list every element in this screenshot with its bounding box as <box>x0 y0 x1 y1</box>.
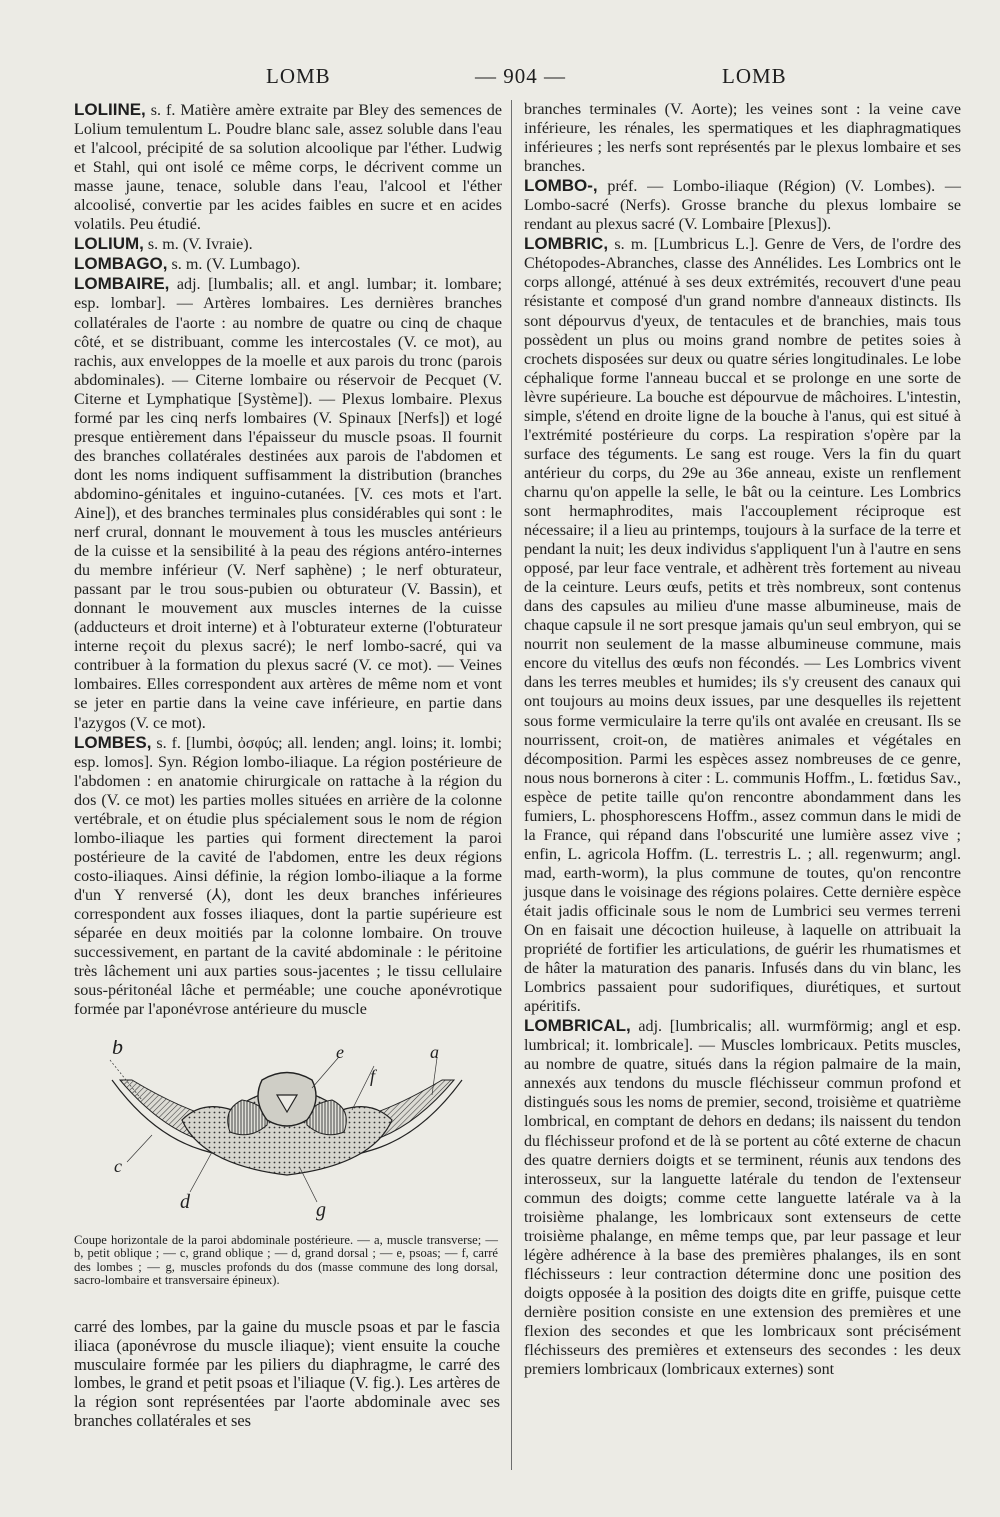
running-header <box>0 64 1000 94</box>
entry-text: préf. — Lombo-iliaque (Région) (V. Lombes). — Lombo-sacré (Nerfs). Grosse branche du plexus lombaire se rendant au plexus sacré (V. Lombaire [Plexus]). <box>524 178 961 234</box>
headword: LOLIUM, <box>74 234 144 254</box>
left-column <box>74 100 502 1019</box>
entry-text: s. f. [lumbi, ὀσφύς; all. lenden; angl. loins; it. lombi; esp. lomos]. Syn. Région lombo-iliaque. La région postérieure de l'abdomen : en anatomie chirurgicale on rattache à la région du dos (V. ce mot) les parties molles situées en arrière de la colonne vertébrale, et on étudie plus spécialement sous le nom de région lombo-iliaque les parties qui forment directement la paroi postérieure de la cavité de l'abdomen, entre les deux régions costo-iliaques. Ainsi définie, la région lombo-iliaque a la forme d'un Y renversé (⅄), dont les deux branches inférieures correspondent aux fosses iliaques, dont la partie supérieure est séparée en deux moitiés par la colonne lombaire. On trouve successivement, en partant de la cavité abdominale : le péritoine très lâchement uni aux parties sous-jacentes ; le tissu cellulaire sous-péritonéal lâche et perméable; une couche aponévrotique formée par l'aponévrose antérieure du muscle <box>74 734 502 1019</box>
headword: LOMBES, <box>74 732 152 752</box>
headword: LOLIINE, <box>74 100 146 119</box>
page-number: — 904 — <box>475 64 566 88</box>
headword: LOMBRIC, <box>524 234 609 254</box>
entry-lombes <box>74 733 502 1020</box>
headword: LOMBAIRE, <box>74 274 170 294</box>
entry-text: adj. [lumbricalis; all. wurmförmig; angl et esp. lumbrical; it. lombricale]. — Muscles lombricaux. Petits muscles, au nombre de quatre, situés dans la région palmaire de la main, annexés aux tendons du muscle fléchisseur commun profond et distingués sous les noms de premier, second, troisième et quatrième lombrical, en comptant de dehors en dedans; ils naissent du tendon du fléchisseur profond et de là se portent au côté externe de chacun des quatre derniers doigts et se terminent, réunis aux tendons des interosseux, sur la languette latérale du tendon de l'extenseur commun des doigts; comme cette languette latérale va à la troisième phalange, les lombricaux sont extenseurs de cette troisième phalange, en même temps que, par leur passage et leur légère adhérence à la base des premières phalanges, ils en sont fléchisseurs : leur contraction détermine donc une position des doigts opposée à la position des doigts dite en griffe, puisque cette dernière position consiste en une extension des premières et une flexion des secondes et que les lombricaux sont précisément fléchisseurs des premières et extenseurs des secondes : les deux premiers lombricaux (lombricaux externes) sont <box>524 1018 961 1379</box>
headword: LOMBO-, <box>524 176 598 196</box>
figure-label-c: c <box>114 1156 122 1176</box>
figure-label-b: b <box>112 1040 123 1059</box>
figure-abdominal-wall-section <box>72 1040 502 1230</box>
figure-label-g: g <box>316 1199 326 1221</box>
header-right-guideword: LOMB <box>722 64 787 88</box>
entry-text: adj. [lumbalis; all. et angl. lumbar; it. lombare; esp. lombar]. — Artères lombaires. Les dernières branches collatérales de l'aorte : au nombre de quatre ou cinq de chaque côté, et se distribuant, comme les intercostales (V. ce mot), au rachis, aux enveloppes de la moelle et aux parois du tronc (parois abdominales). — Citerne lombaire ou réservoir de Pecquet (V. Citerne et Lymphatique [Système]). — Plexus lombaire. Plexus formé par les cinq nerfs lombaires (V. Spinaux [Nerfs]) et logé presque entièrement dans l'épaisseur du muscle psoas. Il fournit des branches collatérales destinées aux parois de l'abdomen et dont les noms indiquent suffisamment la distribution (branches abdomino-génitales et inguino-cutanées. [V. ces mots et l'art. Aine]), et des branches terminales plus considérables qui sont : le nerf crural, donnant le mouvement à tous les muscles antérieurs de la cuisse et la sensibilité à la peau des régions antéro-internes du membre inférieur (V. Nerf saphène) ; le nerf obturateur, passant par le trou sous-pubien ou obturateur (V. Bassin), et donnant le mouvement aux muscles internes de la cuisse (adducteurs et droit interne) et à l'obturateur externe (l'obturateur interne reçoit du plexus sacré); le nerf lombo-sacré, qui va contribuer à la formation du plexus sacré (V. ce mot). — Veines lombaires. Elles correspondent aux artères de même nom et vont se jeter en partie dans la veine cave inférieure, en partie dans l'azygos (V. ce mot). <box>74 276 502 732</box>
entry-lombo <box>524 176 961 234</box>
entry-loliine <box>74 100 502 234</box>
figure-label-e: e <box>336 1042 344 1062</box>
entry-lombric <box>524 234 961 1016</box>
figure-label-d: d <box>180 1191 190 1213</box>
right-column <box>524 100 961 1379</box>
continuation-text: carré des lombes, par la gaine du muscle psoas et par le fascia iliaca (aponévrose du muscle iliaque); vient ensuite la couche musculaire formée par les piliers du diaphragme, le carré des lombes, le grand et petit psoas et l'iliaque (V. fig.). Les artères de la région sont représentées par l'aorte abdominale avec ses branches collatérales et ses <box>74 1317 500 1430</box>
entry-text: s. m. [Lumbricus L.]. Genre de Vers, de l'ordre des Chétopodes-Abranches, classe des Annélides. Les Lombrics ont le corps allongé, atténué à ses deux extrémités, recouvert d'une peau résistante et composé d'un grand nombre d'anneaux distincts. Ils sont dépourvus d'yeux, de tentacules et de branchies, mais tous possèdent un plus ou moins grand nombre de petites soies à crochets disposées sur deux ou quatre séries longitudinales. Le lobe céphalique forme l'anneau buccal et se prolonge en une sorte de lèvre supérieure. La bouche est dépourvue de mâchoires. L'intestin, simple, s'étend en droite ligne de la bouche à l'anus, qui est situé à l'extrémité postérieure du corps. La respiration s'opère par la surface des téguments. Le sang est rouge. Vers la fin du quart antérieur du corps, du 29e au 36e anneau, existe un renflement charnu qu'on appelle la selle, le bât ou la ceinture. Les Lombrics sont hermaphrodites, mais l'accouplement réciproque est nécessaire; il a lieu au printemps, toujours à la surface de la terre et pendant la nuit; les deux individus s'appliquent l'un à l'autre en sens opposé, par leur face ventrale, et adhèrent très fortement au niveau de la ceinture. Leurs œufs, petits et très nombreux, sont contenus dans des capsules au milieu d'une masse albumineuse, mais de chaque capsule il ne sort presque jamais qu'un seul embryon, qui se nourrit non seulement de la masse albumineuse commune, mais encore du vitellus des œufs non fécondés. — Les Lombrics vivent dans les terres meubles et humides; ils s'y creusent des canaux qui ont toujours au moins deux issues, par une desquelles ils rejettent sous forme vermiculaire la terre qu'ils ont avalée en creusant. Ils se nourrissent, croit-on, de matières animales et végétales en décomposition. Parmi les espèces assez nombreuses de ce genre, nous nous bornerons à citer : L. communis Hoffm., L. fœtidus Sav., espèce de petite taille qu'on rencontre abondamment dans les fumiers, L. phosphorescens Hoffm., assez commun dans le midi de la France, qui répand dans l'obscurité une lumière assez vive ; enfin, L. agricola Hoffm. (L. terrestris L. ; all. regenwurm; angl. mad, earth-worm), la plus commune de toutes, qu'on rencontre jusque dans le voisinage des régions polaires. Cette dernière espèce était jadis officinale sous le nom de Lumbrici seu vermes terreni On en faisait une décoction huileuse, à laquelle on attribuait la propriété de fortifier les articulations, de guérir les rhumatismes et de hâter la maturation des panaris. Infusés dans du vin blanc, les Lombrics passaient pour sudorifiques, diurétiques, et surtout apéritifs. <box>524 236 961 1016</box>
figure-label-f: f <box>370 1066 376 1086</box>
entry-text: s. m. (V. Lumbago). <box>171 256 301 274</box>
headword: LOMBAGO, <box>74 254 168 274</box>
column-divider <box>511 100 512 1470</box>
entry-lolium <box>74 234 502 254</box>
header-left-guideword: LOMB <box>266 64 331 88</box>
entry-lombes-continued: branches terminales (V. Aorte); les veines sont : la veine cave inférieure, les rénales, les spermatiques et les diaphragmatiques inférieures ; les nerfs sont représentés par le plexus lombaire et ses branches. <box>524 101 961 176</box>
figure-label-a: a <box>430 1042 439 1062</box>
left-column-continuation <box>74 1318 500 1431</box>
figure-caption: Coupe horizontale de la paroi abdominale postérieure. — a, muscle transverse; — b, petit oblique ; — c, grand oblique ; — d, grand dorsal ; — e, psoas; — f, carré des lombes ; — g, muscles profonds du dos (masse commune des long dorsal, sacro-lombaire et transversaire épineux). <box>74 1233 498 1288</box>
headword: LOMBRICAL, <box>524 1016 631 1036</box>
entry-lombaire <box>74 274 502 732</box>
entry-text: s. f. Matière amère extraite par Bley des semences de Lolium temulentum L. Poudre blanc sale, assez soluble dans l'eau et l'alcool, précipité de sa solution alcoolique par l'éther. Ludwig et Stahl, qui ont isolé ce même corps, le décrivent comme un masse jaune, tenace, soluble dans l'eau, l'alcool et l'éther alcoolisé, convertie par les acides faibles en sucre et en acides volatils. Peu étudié. <box>74 102 502 234</box>
entry-lombrical <box>524 1016 961 1379</box>
entry-text: s. m. (V. Ivraie). <box>147 236 253 254</box>
entry-lombago <box>74 254 502 274</box>
